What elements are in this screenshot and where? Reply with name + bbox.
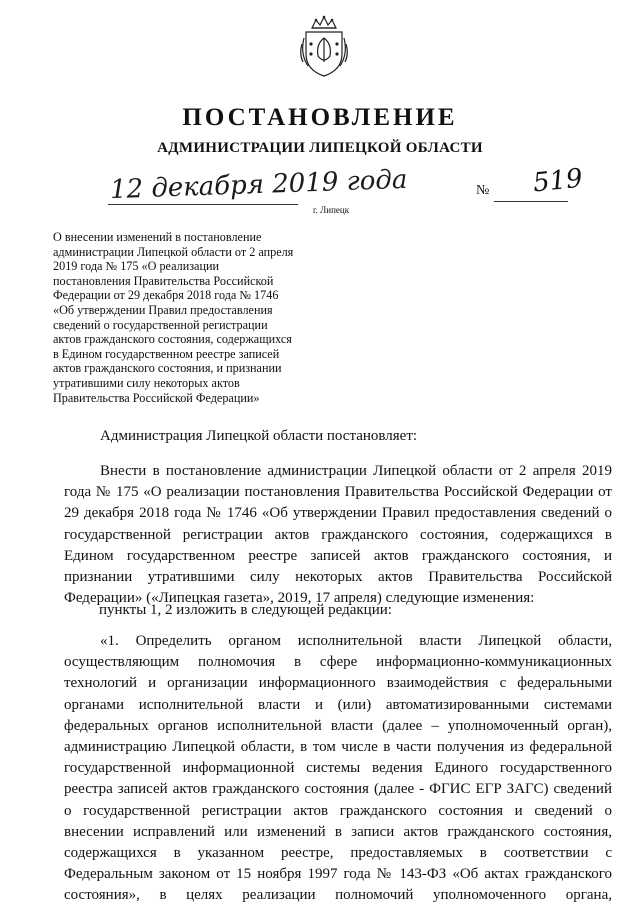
paragraph-line: состояния», в целях реализации полномочий уполномоченного органа,: [64, 887, 612, 904]
points-paragraph: [99, 600, 559, 621]
subject-line: О внесении изменений в постановление: [53, 230, 262, 244]
document-subject: [53, 230, 333, 405]
document-title: ПОСТАНОВЛЕНИЕ: [182, 104, 458, 131]
paragraph-line: федеральных органов исполнительной власти (далее – уполномоченный орган),: [64, 717, 612, 734]
paragraph-line: 29 декабря 2018 года № 1746 «Об утверждении Правил предоставления сведений о: [64, 505, 612, 522]
item-one-paragraph: [64, 631, 612, 907]
paragraph-line: года № 175 «О реализации постановления Правительства Российской Федерации от: [64, 484, 612, 501]
preamble-text: Администрация Липецкой области постановляет:: [100, 428, 418, 444]
subject-line: «Об утверждении Правил предоставления: [53, 302, 273, 317]
paragraph-line: Федерации» («Липецкая газета», 2019, 17 апреля) следующие изменения:: [64, 590, 535, 607]
paragraph-line: о государственной регистрации актов гражданского состояния и сведений о: [64, 802, 612, 819]
paragraph-line: технологий и организации информационного взаимодействия с федеральными: [64, 675, 612, 692]
city-label: г. Липецк: [313, 205, 350, 215]
handwritten-number: 519: [531, 163, 585, 199]
subject-line: в Едином государственном реестре записей: [53, 346, 280, 361]
subject-line: утратившими силу некоторых актов: [53, 375, 240, 390]
paragraph-line: государственной информационной системы ведения Единого государственного: [64, 760, 612, 777]
paragraph-line: Федеральным законом от 15 ноября 1997 года № 143-ФЗ «Об актах гражданского: [64, 866, 612, 883]
paragraph-line: внесении исправлений или изменений в записи актов гражданского состояния,: [64, 823, 612, 840]
subject-line: Федерации от 29 декабря 2018 года № 1746: [53, 288, 279, 303]
paragraph-line: Внести в постановление администрации Липецкой области от 2 апреля 2019: [100, 463, 612, 479]
subject-line: сведений о государственной регистрации: [53, 317, 268, 332]
paragraph-line: содержащихся в указанном реестре, предоставляемых в соответствии с: [64, 845, 612, 862]
paragraph-line: признании утратившими силу некоторых актов Правительства Российской: [64, 569, 612, 586]
paragraph-line: реестра записей актов гражданского состояния (далее - ФГИС ЕГР ЗАГС) сведений: [64, 781, 612, 798]
subject-line: актов гражданского состояния, содержащихся: [53, 332, 292, 347]
subject-line: актов гражданского состояния, и признании: [53, 361, 282, 376]
paragraph-line: пункты 1, 2 изложить в следующей редакции:: [99, 602, 392, 618]
subject-line: администрации Липецкой области от 2 апреля: [53, 244, 294, 259]
paragraph-line: Едином государственном реестре записей актов гражданского состояния, и: [64, 547, 612, 564]
paragraph-line: администрацию Липецкой области, в том числе в части получения из федеральной: [64, 739, 612, 756]
number-label: №: [476, 183, 490, 198]
paragraph-line: органами исполнительной власти и (или) автоматизированными системами: [64, 696, 612, 713]
date-underline: [108, 204, 298, 205]
subject-line: постановления Правительства Российской: [53, 273, 274, 288]
number-underline: [494, 201, 568, 202]
paragraph-line: государственной регистрации актов гражданского состояния, содержащихся в: [64, 526, 612, 543]
subject-line: Правительства Российской Федерации»: [53, 390, 260, 405]
document-issuer: АДМИНИСТРАЦИИ ЛИПЕЦКОЙ ОБЛАСТИ: [157, 140, 483, 156]
paragraph-line: «1. Определить органом исполнительной власти Липецкой области,: [100, 633, 612, 649]
preamble-paragraph: [100, 426, 560, 447]
handwritten-date: 12 декабря 2019 года: [109, 164, 408, 206]
main-paragraph: [64, 461, 612, 609]
paragraph-line: осуществляющим полномочия в сфере информационно-коммуникационных: [64, 654, 612, 671]
coat-of-arms-emblem: [298, 14, 350, 80]
subject-line: 2019 года № 175 «О реализации: [53, 259, 220, 274]
